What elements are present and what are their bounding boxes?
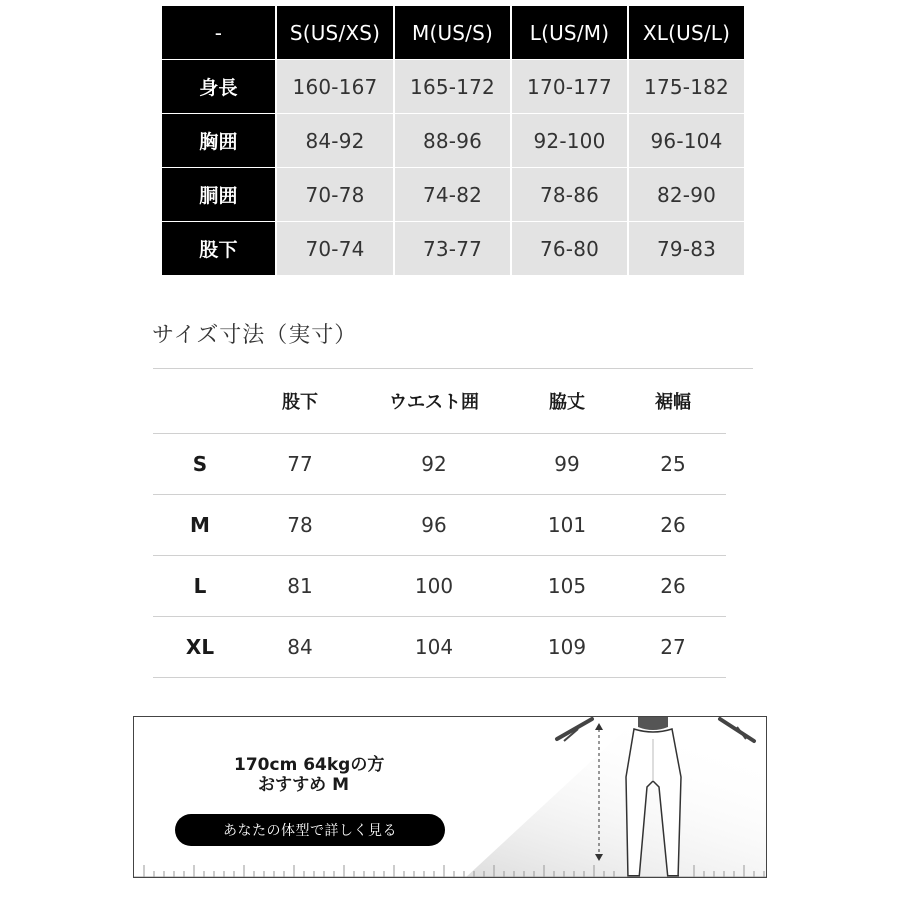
size-chart-col-xl: XL(US/L) [629, 6, 744, 59]
model-figure-icon [134, 717, 767, 878]
size-chart-col-l: L(US/M) [512, 6, 627, 59]
size-chart-row-label: 胸囲 [162, 114, 275, 167]
size-chart-cell: 165-172 [395, 60, 510, 113]
table-cell: 104 [414, 635, 454, 659]
table-header-row [153, 369, 726, 434]
size-chart-col-s: S(US/XS) [277, 6, 393, 59]
size-chart-cell: 70-78 [277, 168, 393, 221]
table-cell: 25 [660, 452, 686, 476]
table-row [153, 617, 726, 678]
size-chart-cell: 175-182 [629, 60, 744, 113]
size-chart-cell: 84-92 [277, 114, 393, 167]
size-chart-row-label: 股下 [162, 222, 275, 275]
table-header-hem-width: 裾幅 [655, 392, 691, 413]
size-chart-corner: - [162, 6, 275, 59]
fit-body-info: 170cm 64kgの方 [234, 755, 385, 775]
table-cell: 92 [421, 452, 447, 476]
measurements-title: サイズ寸法（実寸） [152, 323, 358, 348]
table-cell: 96 [421, 513, 447, 537]
size-chart-cell: 88-96 [395, 114, 510, 167]
measurements-table [153, 368, 753, 678]
size-chart [162, 6, 740, 274]
size-chart-cell: 70-74 [277, 222, 393, 275]
table-size-label: L [193, 574, 207, 598]
table-row [153, 556, 726, 617]
table-cell: 27 [660, 635, 686, 659]
table-row [153, 495, 726, 556]
table-cell: 77 [287, 452, 313, 476]
size-chart-row-label: 身長 [162, 60, 275, 113]
size-chart-cell: 76-80 [512, 222, 627, 275]
table-header-waist: ウエスト囲 [389, 392, 479, 413]
table-header-side-length: 脇丈 [549, 392, 585, 413]
size-chart-row-label: 胴囲 [162, 168, 275, 221]
size-chart-cell: 79-83 [629, 222, 744, 275]
size-chart-cell: 92-100 [512, 114, 627, 167]
size-chart-cell: 78-86 [512, 168, 627, 221]
size-chart-cell: 73-77 [395, 222, 510, 275]
view-fit-details-button[interactable]: あなたの体型で詳しく見る [175, 814, 445, 846]
table-header-inseam: 股下 [282, 392, 318, 413]
size-chart-col-m: M(US/S) [395, 6, 510, 59]
table-size-label: S [192, 452, 208, 476]
table-cell: 105 [547, 574, 587, 598]
size-chart-cell: 74-82 [395, 168, 510, 221]
table-cell: 109 [547, 635, 587, 659]
table-size-label: M [190, 513, 210, 537]
table-cell: 84 [287, 635, 313, 659]
table-cell: 26 [660, 513, 686, 537]
table-row [153, 434, 726, 495]
table-cell: 26 [660, 574, 686, 598]
table-cell: 101 [547, 513, 587, 537]
size-chart-cell: 160-167 [277, 60, 393, 113]
table-cell: 99 [554, 452, 580, 476]
size-chart-cell: 96-104 [629, 114, 744, 167]
table-cell: 100 [414, 574, 454, 598]
table-cell: 81 [287, 574, 313, 598]
fit-recommended-size: おすすめ M [258, 775, 350, 795]
fit-recommendation-banner [133, 716, 767, 878]
size-chart-cell: 82-90 [629, 168, 744, 221]
size-chart-cell: 170-177 [512, 60, 627, 113]
table-cell: 78 [287, 513, 313, 537]
table-size-label: XL [185, 635, 215, 659]
